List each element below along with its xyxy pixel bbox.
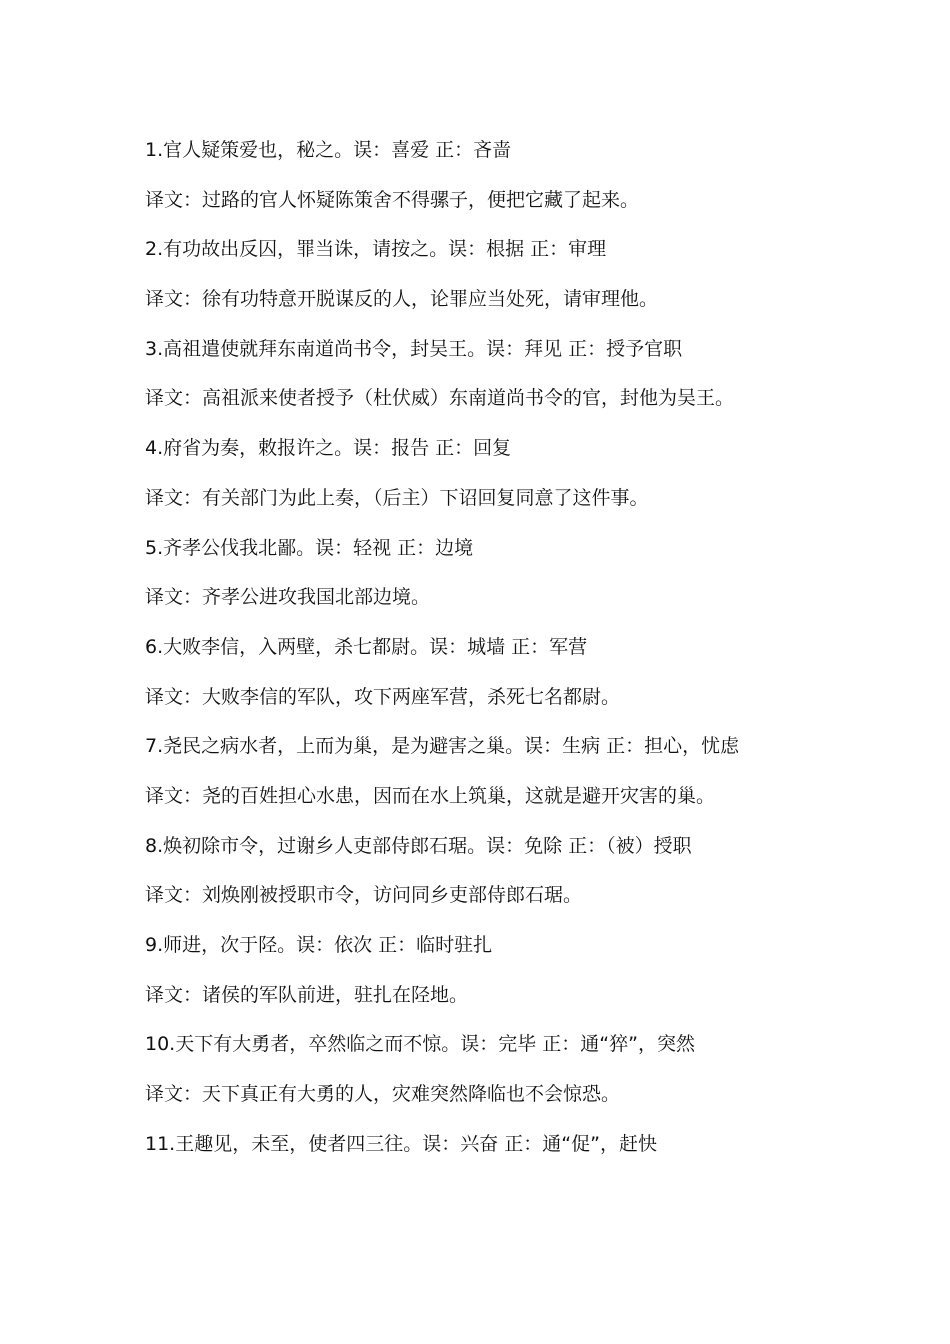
entry-2-sentence: 2.有功故出反囚，罪当诛，请按之。误：根据 正：审理 xyxy=(145,238,607,261)
entry-6-sentence: 6.大败李信，入两壁，杀七都尉。误：城墙 正：军营 xyxy=(145,635,588,658)
entry-7-sentence: 7.尧民之病水者，上而为巢，是为避害之巢。误：生病 正：担心，忧虑 xyxy=(145,735,740,758)
entry-7-translation: 译文：尧的百姓担心水患，因而在水上筑巢，这就是避开灾害的巢。 xyxy=(145,784,716,807)
entry-1-sentence: 1.官人疑策爱也，秘之。误：喜爱 正：吝啬 xyxy=(145,139,512,161)
entry-5-sentence: 5.齐孝公伐我北鄙。误：轻视 正：边境 xyxy=(145,536,474,559)
entry-6-translation: 译文：大败李信的军队，攻下两座军营，杀死七名都尉。 xyxy=(145,685,621,708)
entry-8-translation: 译文：刘焕刚被授职市令，访问同乡吏部侍郎石琚。 xyxy=(145,884,583,907)
entry-9-sentence: 9.师进，次于陉。误：依次 正：临时驻扎 xyxy=(145,934,493,956)
entry-1-translation: 译文：过路的官人怀疑陈策舍不得骡子，便把它藏了起来。 xyxy=(145,188,640,211)
entry-3-sentence: 3.高祖遣使就拜东南道尚书令，封吴王。误：拜见 正：授予官职 xyxy=(145,337,683,360)
entry-4-translation: 译文：有关部门为此上奏，（后主）下诏回复同意了这件事。 xyxy=(145,486,649,509)
entry-5-translation: 译文：齐孝公进攻我国北部边境。 xyxy=(145,586,431,609)
document-body xyxy=(145,135,845,1178)
entry-3-translation: 译文：高祖派来使者授予（杜伏威）东南道尚书令的官，封他为吴王。 xyxy=(145,387,735,410)
entry-11-sentence: 11.王趣见，未至，使者四三往。误：兴奋 正：通“促”，赶快 xyxy=(145,1132,657,1155)
entry-10-translation: 译文：天下真正有大勇的人，灾难突然降临也不会惊恐。 xyxy=(145,1083,621,1106)
entry-8-sentence: 8.焕初除市令，过谢乡人吏部侍郎石琚。误：免除 正：（被）授职 xyxy=(145,834,692,857)
entry-2-translation: 译文：徐有功特意开脱谋反的人，论罪应当处死，请审理他。 xyxy=(145,288,659,311)
entry-4-sentence: 4.府省为奏，敕报许之。误：报告 正：回复 xyxy=(145,437,512,460)
entry-10-sentence: 10.天下有大勇者，卒然临之而不惊。误：完毕 正：通“猝”，突然 xyxy=(145,1033,695,1056)
entry-9-translation: 译文：诸侯的军队前进，驻扎在陉地。 xyxy=(145,983,469,1006)
